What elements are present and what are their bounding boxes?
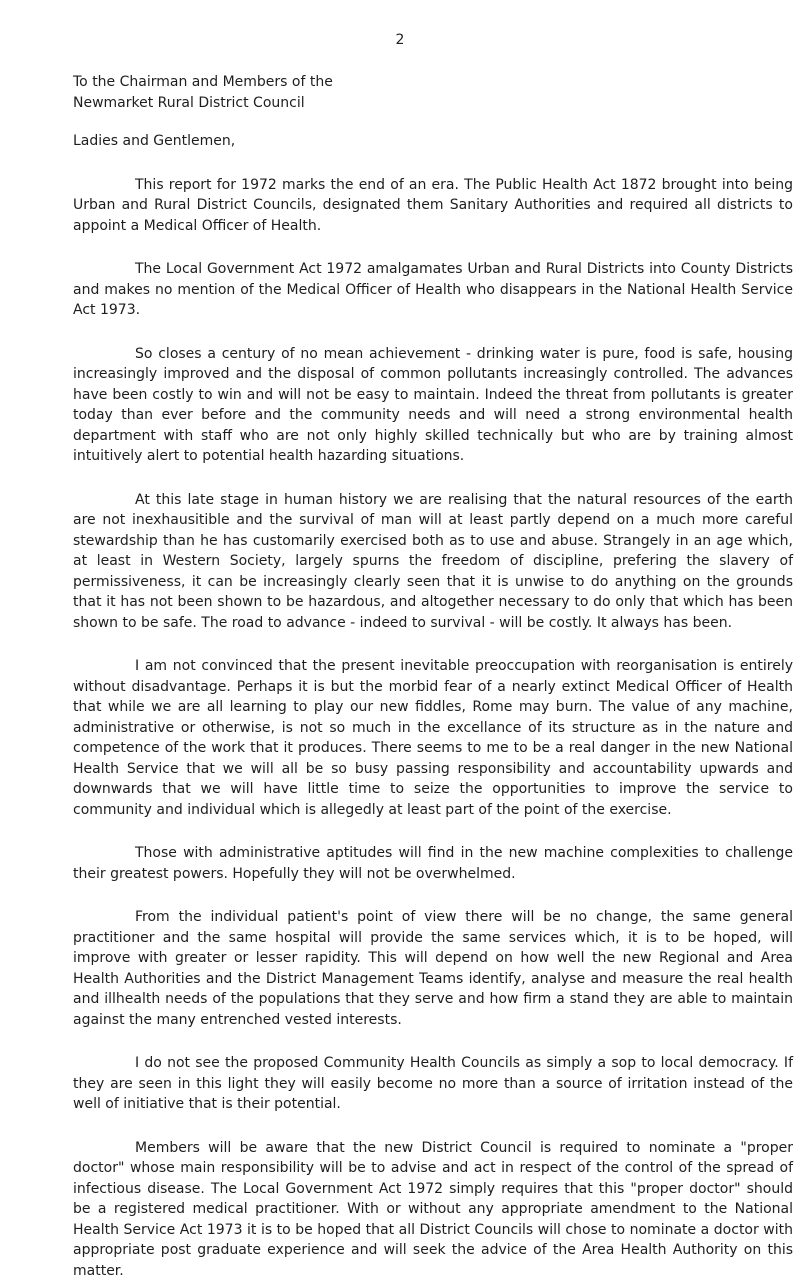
paragraph: Members will be aware that the new District Council is required to nominate a "proper doctor" whose main responsibility will be to advise and act in respect of the control of the spread of infectious disease. The Local Government Act 1972 simply requires that this "proper doctor" should be a registered medical practitioner. With or without any appropriate amendment to the National Health Service Act 1973 it is to be hoped that all District Councils will chose to nominate a doctor with appropriate post graduate experience and will seek the advice of the Area Health Authority on this matter. bbox=[73, 1138, 793, 1281]
address-line: To the Chairman and Members of the bbox=[73, 72, 793, 93]
paragraph: I do not see the proposed Community Health Councils as simply a sop to local democracy. If they are seen in this light they will easily become no more than a source of irritation instead of the well of initiative that is their potential. bbox=[73, 1053, 793, 1115]
paragraph: Those with administrative aptitudes will find in the new machine complexities to challenge their greatest powers. Hopefully they will not be overwhelmed. bbox=[73, 843, 793, 884]
paragraph: This report for 1972 marks the end of an era. The Public Health Act 1872 brought into being Urban and Rural District Councils, designated them Sanitary Authorities and required all districts to appoint a Medical Officer of Health. bbox=[73, 175, 793, 237]
letter-body bbox=[73, 72, 793, 1281]
salutation: Ladies and Gentlemen, bbox=[73, 131, 793, 152]
paragraph: At this late stage in human history we are realising that the natural resources of the earth are not inexhausitible and the survival of man will at least partly depend on a much more careful stewardship than he has customarily exercised both as to use and abuse. Strangely in an age which, at least in Western Society, largely spurns the freedom of discipline, prefering the slavery of permissiveness, it can be increasingly clearly seen that it is unwise to do anything on the grounds that it has not been shown to be hazardous, and altogether necessary to do only that which has been shown to be safe. The road to advance - indeed to survival - will be costly. It always has been. bbox=[73, 490, 793, 634]
address-block bbox=[73, 72, 793, 113]
paragraph: I am not convinced that the present inevitable preoccupation with reorganisation is entirely without disadvantage. Perhaps it is but the morbid fear of a nearly extinct Medical Officer of Health that while we are all learning to play our new fiddles, Rome may burn. The value of any machine, administrative or otherwise, is not so much in the excellance of its structure as in the nature and competence of the work that it produces. There seems to me to be a real danger in the new National Health Service that we will all be so busy passing responsibility and accountability upwards and downwards that we will have little time to seize the opportunities to improve the service to community and individual which is allegedly at least part of the point of the exercise. bbox=[73, 656, 793, 820]
page-number: 2 bbox=[0, 32, 800, 48]
paragraph: The Local Government Act 1972 amalgamates Urban and Rural Districts into County Districts and makes no mention of the Medical Officer of Health who disappears in the National Health Service Act 1973. bbox=[73, 259, 793, 321]
paragraph: From the individual patient's point of view there will be no change, the same general practitioner and the same hospital will provide the same services which, it is to be hoped, will improve with greater or lesser rapidity. This will depend on how well the new Regional and Area Health Authorities and the District Management Teams identify, analyse and measure the real health and illhealth needs of the populations that they serve and how firm a stand they are able to maintain against the many entrenched vested interests. bbox=[73, 907, 793, 1030]
paragraph: So closes a century of no mean achievement - drinking water is pure, food is safe, housing increasingly improved and the disposal of common pollutants increasingly controlled. The advances have been costly to win and will not be easy to maintain. Indeed the threat from pollutants is greater today than ever before and the community needs and will need a strong environmental health department with staff who are not only highly skilled technically but who are by training almost intuitively alert to potential health hazarding situations. bbox=[73, 344, 793, 467]
address-line: Newmarket Rural District Council bbox=[73, 93, 793, 114]
